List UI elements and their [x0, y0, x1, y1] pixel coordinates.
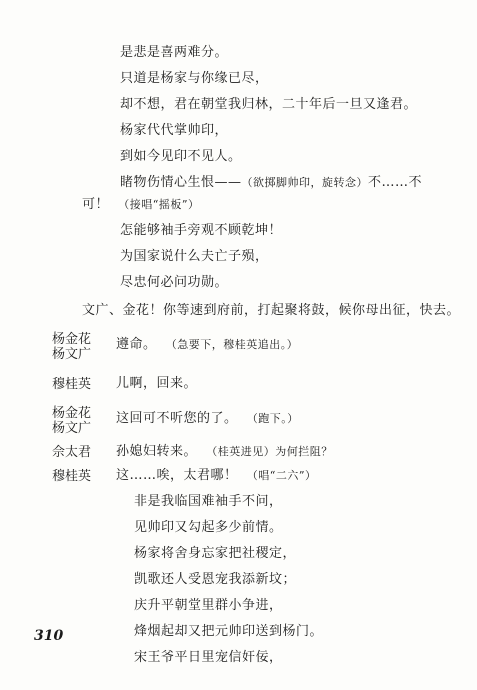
verse-line: 到如今见印不见人。 — [120, 149, 242, 164]
verse-line: 凯歌还人受恩宠我添新坟； — [134, 572, 297, 587]
stage-direction: （接唱“摇板”） — [118, 198, 200, 211]
dialogue-text: 这回可不听您的了。 — [116, 411, 238, 426]
verse-line: 杨家将舍身忘家把社稷定， — [134, 546, 297, 561]
verse-line: 为国家说什么夫亡子殒， — [120, 249, 269, 264]
verse-text: 不……不 — [368, 175, 423, 190]
dialogue-line — [116, 410, 299, 428]
verse-line: 杨家代代掌帅印， — [120, 123, 229, 138]
dialogue-line: 儿啊，回来。 — [116, 376, 198, 391]
stage-direction: （急要下，穆桂英追出。） — [165, 338, 299, 351]
verse-line — [82, 196, 200, 214]
dialogue-line — [116, 336, 298, 354]
verse-line: 见帅印又勾起多少前情。 — [134, 520, 283, 535]
verse-line: 烽烟起却又把元帅印送到杨门。 — [134, 624, 324, 639]
dialogue-line — [116, 443, 333, 461]
dialogue-text: 遵命。 — [116, 337, 157, 352]
dialogue-text: 这……唉，太君哪！ — [116, 468, 238, 483]
speaker-name: 佘太君 — [52, 445, 92, 460]
verse-line: 却不想，君在朝堂我归林，二十年后一旦又逢君。 — [120, 97, 418, 112]
speaker-name: 杨文广 — [52, 347, 92, 362]
verse-text: 可！ — [82, 197, 110, 212]
page-number: 310 — [34, 628, 64, 644]
dialogue-text: 孙媳妇转来。 — [116, 444, 198, 459]
stage-direction: （唱“二六”） — [246, 469, 317, 482]
speaker-name: 杨文广 — [52, 421, 92, 436]
verse-line: 只道是杨家与你缘已尽， — [120, 71, 269, 86]
speaker-name: 穆桂英 — [52, 377, 92, 392]
stage-direction: （桂英进见）为何拦阻？ — [206, 445, 333, 458]
speaker-name: 杨金花 — [52, 332, 92, 347]
verse-line: 庆升平朝堂里群小争进， — [134, 598, 283, 613]
speaker-name: 穆桂英 — [52, 469, 92, 484]
verse-line: 非是我临国难袖手不问， — [134, 494, 283, 509]
stage-direction: （跑下。） — [246, 412, 299, 425]
dialogue-line: 文广、金花！你等速到府前，打起聚将鼓，候你母出征，快去。 — [82, 303, 461, 318]
verse-line: 怎能够袖手旁观不顾乾坤！ — [120, 223, 283, 238]
verse-text: 睹物伤情心生恨—— — [120, 175, 242, 190]
verse-line — [120, 174, 422, 192]
verse-line: 宋王爷平日里宠信奸佞， — [134, 650, 283, 665]
verse-line: 尽忠何必问功勋。 — [120, 275, 229, 290]
speaker-name: 杨金花 — [52, 406, 92, 421]
stage-direction: （欲掷脚帅印，旋转念） — [241, 176, 369, 189]
dialogue-line — [116, 467, 317, 485]
verse-line: 是悲是喜两难分。 — [120, 45, 229, 60]
